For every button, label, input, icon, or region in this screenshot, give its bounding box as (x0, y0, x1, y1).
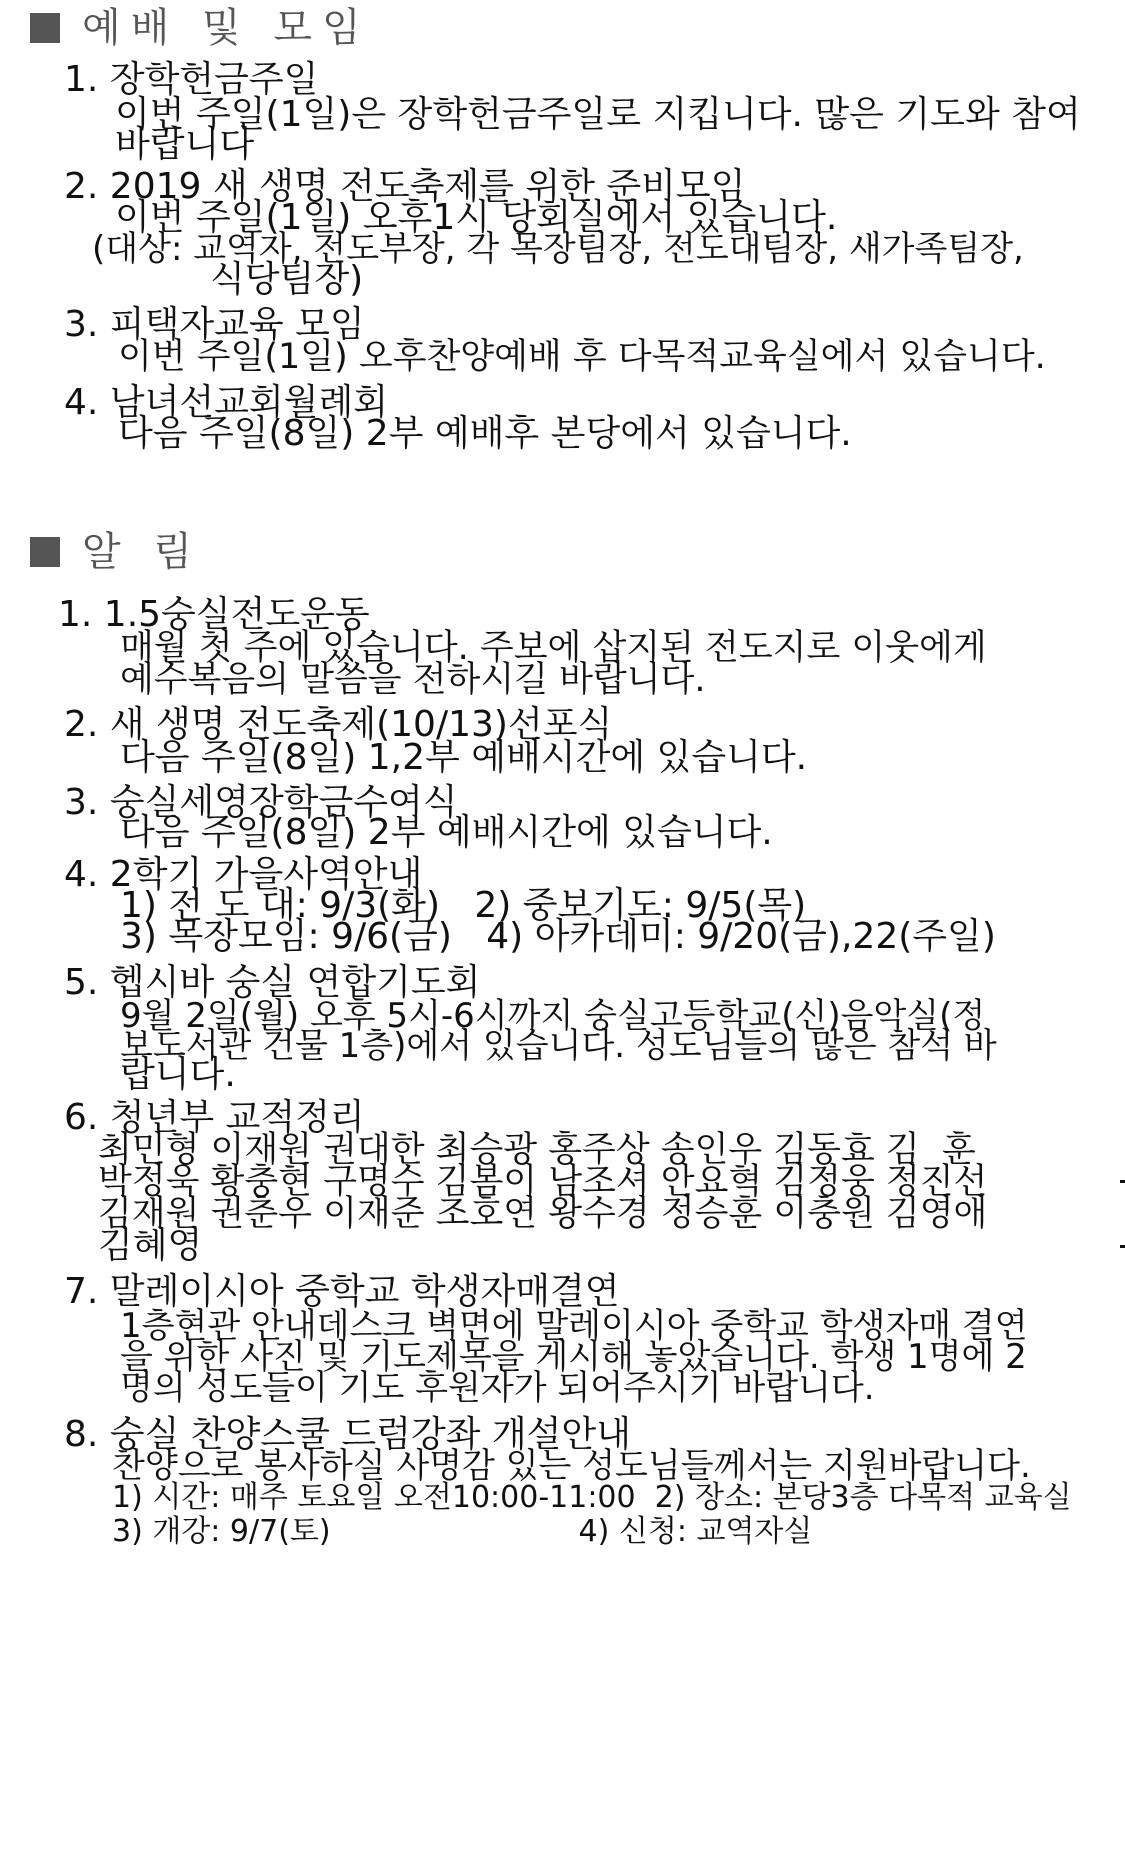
list-item-text: 3) 개강: 9/7(토) 4) 신청: 교역자실 (112, 1514, 813, 1549)
list-item-text: 이번 주일(1일)은 장학헌금주일로 지킵니다. 많은 기도와 참여 (115, 94, 1081, 135)
list-item-text: 9월 2일(월) 오후 5시-6시까지 숭실고등학교(신)음악실(정 (120, 996, 986, 1036)
section-title: 예배 및 모임 (82, 5, 371, 51)
list-item-heading: 5. 헵시바 숭실 연합기도회 (64, 962, 481, 1003)
section-title: 알 림 (82, 529, 202, 575)
list-item-text: 1) 전 도 대: 9/3(화) 2) 중보기도: 9/5(목) (120, 885, 807, 926)
list-item-heading: 6. 청년부 교적정리 (64, 1097, 365, 1138)
list-item-heading: 3. 숭실세영장학금수여식 (64, 782, 458, 823)
list-item-text: 찬양으로 봉사하실 사명감 있는 성도님들께서는 지원바랍니다. (112, 1446, 1031, 1486)
list-item-heading: 2. 새 생명 전도축제(10/13)선포식 (64, 704, 613, 745)
list-item-text: 명의 성도들이 기도 후원자가 되어주시기 바랍니다. (120, 1368, 875, 1408)
list-item-text: 랍니다. (120, 1054, 236, 1095)
square-bullet-icon (30, 13, 60, 43)
list-item-text: 김혜영 (98, 1225, 203, 1266)
list-item-text: 보도서관 건물 1층)에서 있습니다. 성도님들의 많은 참석 바 (120, 1026, 997, 1066)
list-item-text: 바랍니다 (115, 124, 255, 165)
list-item-text: 매월 첫 주에 있습니다. 주보에 삽지된 전도지로 이웃에게 (120, 628, 987, 668)
list-item-text: 박정욱 황충현 구명수 김봄이 남조셔 안요혁 김정웅 정진선 (98, 1162, 988, 1202)
list-item-text: 다음 주일(8일) 2부 예배후 본당에서 있습니다. (118, 413, 852, 454)
section-header-worship (30, 5, 371, 51)
edge-divider (1120, 1180, 1125, 1183)
list-item-text: 다음 주일(8일) 1,2부 예배시간에 있습니다. (120, 737, 808, 778)
list-item-heading: 3. 피택자교육 모임 (64, 304, 365, 345)
list-item-heading: 7. 말레이시아 중학교 학생자매결연 (64, 1271, 620, 1312)
list-item-text: 식당팀장) (210, 259, 364, 300)
list-item-text: 이번 주일(1일) 오후1시 당회실에서 있습니다. (115, 197, 838, 238)
list-item-text: 을 위한 사진 및 기도제목을 게시해 놓았습니다. 학생 1명에 2 (120, 1337, 1027, 1377)
list-item-text: 3) 목장모임: 9/6(금) 4) 아카데미: 9/20(금),22(주일) (120, 916, 996, 957)
list-item-heading: 2. 2019 새 생명 전도축제를 위한 준비모임 (64, 166, 746, 207)
list-item-text: 예수복음의 말씀을 전하시길 바랍니다. (120, 660, 706, 700)
list-item-text: (대상: 교역자, 전도부장, 각 목장팀장, 전도대팀장, 새가족팀장, (92, 229, 1024, 269)
list-item-heading: 1. 1.5숭실전도운동 (58, 594, 370, 635)
list-item-text: 다음 주일(8일) 2부 예배시간에 있습니다. (120, 812, 773, 853)
list-item-text: 1) 시간: 매주 토요일 오전10:00-11:00 2) 장소: 본당3층 다목적 교육실 (112, 1480, 1072, 1515)
edge-divider (1120, 1245, 1125, 1248)
list-item-text: 1층현관 안내데스크 벽면에 말레이시아 중학교 학생자매 결연 (120, 1306, 1028, 1346)
list-item-heading: 4. 2학기 가을사역안내 (64, 854, 423, 895)
section-header-notices (30, 529, 202, 575)
list-item-heading: 1. 장학헌금주일 (64, 59, 319, 100)
list-item-heading: 8. 숭실 찬양스쿨 드럼강좌 개설안내 (64, 1414, 631, 1455)
list-item-text: 이번 주일(1일) 오후찬양예배 후 다목적교육실에서 있습니다. (118, 337, 1046, 377)
list-item-heading: 4. 남녀선교회월례회 (64, 382, 388, 423)
list-item-text: 최민형 이재원 권대한 최승광 홍주상 송인우 김동효 김 훈 (98, 1130, 976, 1170)
square-bullet-icon (30, 537, 60, 567)
list-item-text: 김재원 권춘우 이재준 조호연 왕수경 정승훈 이충원 김영애 (98, 1194, 988, 1234)
